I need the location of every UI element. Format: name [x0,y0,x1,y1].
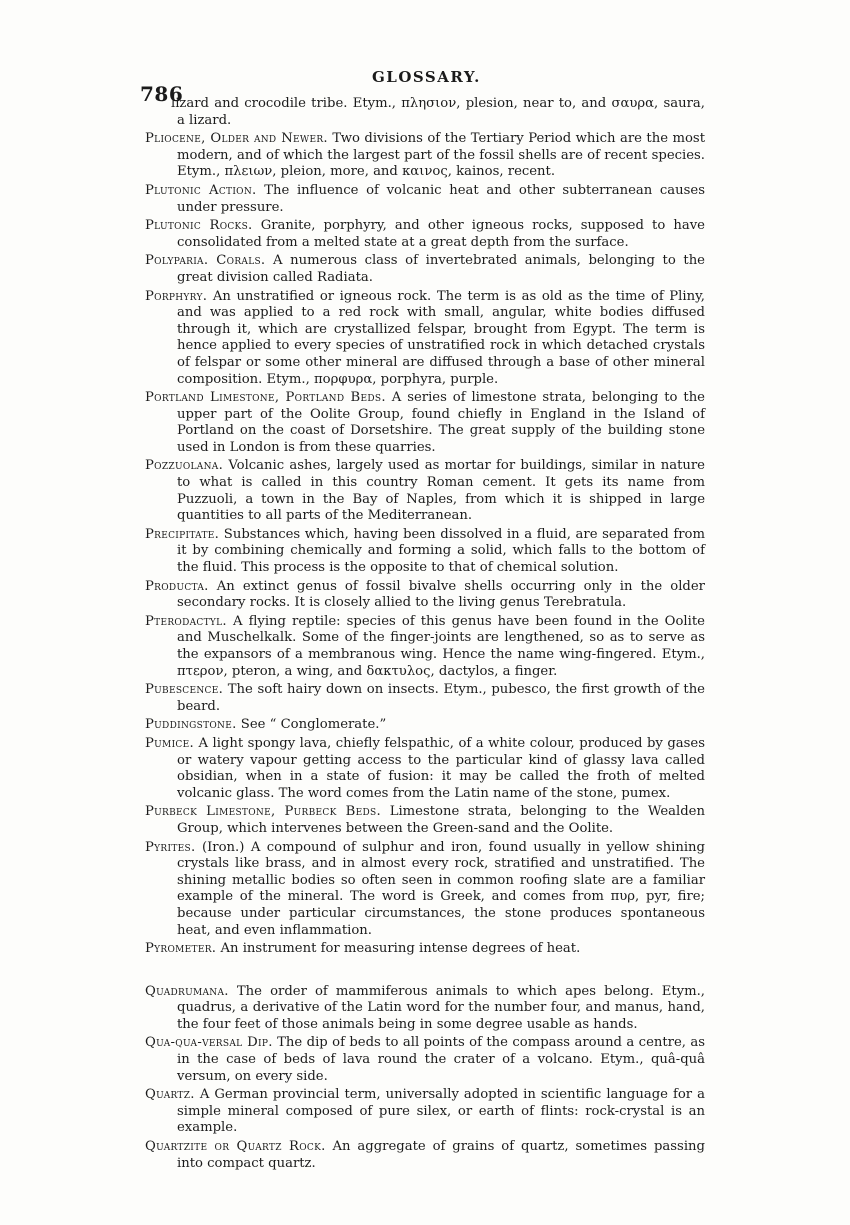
entry-term: Porphyry. [145,288,208,304]
entry-term: Pyrometer. [145,941,217,957]
entry-term: Quartzite or Quartz Rock. [145,1139,326,1155]
glossary-entry [145,682,705,715]
entry-term: Qua-qua-versal Dip. [145,1035,273,1051]
glossary-entry [145,289,705,389]
entry-term: Quartz. [145,1087,195,1103]
entry-definition: The influence of volcanic heat and other subterranean causes under pressure. [177,182,706,215]
glossary-entry [145,527,705,577]
glossary-entry [145,736,705,802]
entry-term: Purbeck Limestone, Purbeck Beds. [145,804,381,820]
glossary-entry [145,1139,705,1172]
entry-term: Pterodactyl. [145,613,227,629]
glossary-entry [145,1035,705,1085]
entry-term: Pumice. [145,735,194,751]
page-number: 786 [140,82,184,106]
entry-definition: A flying reptile: species of this genus have been found in the Oolite and Muschelkalk. Some of the finger-joints are lengthened, so as to serve as the expansors of a membranous wing. Hence the name wing-fingered. Etym., πτερον, pteron, a wing, and δακτυλος, dactylos, a finger. [177,613,705,679]
glossary-entry [145,941,705,958]
entry-definition: A light spongy lava, chiefly felspathic, of a white colour, produced by gases or watery vapour getting access to the particular kind of glassy lava called obsidian, when in a state of fusion: it may be called the froth of melted volcanic glass. The word comes from the Latin name of the stone, pumex. [177,735,705,801]
entry-definition: See “ Conglomerate.” [240,717,387,733]
entry-definition: A German provincial term, universally adopted in scientific language for a simple mineral composed of pure silex, or earth of flints: rock-crystal is an example. [177,1087,705,1136]
glossary-entry [145,458,705,524]
entry-definition: Two divisions of the Tertiary Period which are the most modern, and of which the largest part of the fossil shells are of recent species. Etym., πλειων, pleion, more, and καινος, kainos, recent. [177,131,705,180]
glossary-entry [145,614,705,680]
entry-definition: An extinct genus of fossil bivalve shells occurring only in the older secondary rocks. It is closely allied to the living genus Terebratula. [177,578,705,611]
glossary-entry [145,390,705,456]
glossary-entry [145,804,705,837]
entry-definition: A numerous class of invertebrated animals, belonging to the great division called Radiata. [177,253,705,285]
entry-term: Precipitate. [145,526,220,542]
section-gap [145,960,705,984]
entry-term: Plutonic Rocks. [145,218,253,234]
glossary-entry [145,253,705,286]
entry-term: Plutonic Action. [145,182,257,198]
entry-definition: An unstratified or igneous rock. The term is as old as the time of Pliny, and was applied to a red rock with small, angular, white bodies diffused through it, which are crystallized felspar, brought from Egypt. The term is hence applied to every species of unstratified rock in which detached crystals of felspar or some other mineral are diffused through a base of other mineral composition. Etym., πορφυρα, porphyra, purple. [177,288,705,387]
glossary-entry [145,131,705,181]
running-head: GLOSSARY. [372,68,481,86]
entry-term: Pubescence. [145,682,224,698]
glossary-entry [145,183,705,216]
entry-term: Quadrumana. [145,983,229,999]
glossary-entries [145,96,705,1174]
entry-term: Puddingstone. [145,717,237,733]
entry-term: Pozzuolana. [145,458,224,474]
entry-term: Portland Limestone, Portland Beds. [145,390,386,406]
entry-term: Pyrites. [145,839,196,855]
glossary-entry [145,717,705,734]
entry-definition: The order of mammiferous animals to which apes belong. Etym., quadrus, a derivative of the Latin word for the number four, and manus, hand, the four feet of those animals being in some degree usable as hands. [177,983,705,1032]
entry-term: Polyparia. Corals. [145,253,266,269]
entry-definition: Granite, porphyry, and other igneous rocks, supposed to have consolidated from a melted state at a great depth from the surface. [177,218,705,250]
entry-definition: Limestone strata, belonging to the Wealden Group, which intervenes between the Green-sand and the Oolite. [177,804,705,836]
entry-definition: (Iron.) A compound of sulphur and iron, found usually in yellow shining crystals like brass, and in almost every rock, stratified and unstratified. The shining metallic bodies so often seen in common roofing slate are a familiar example of the mineral. The word is Greek, and comes from πυρ, pyr, fire; because under particular circumstances, the stone produces spontaneous heat, and even inflammation. [177,839,705,938]
entry-term: Producta. [145,578,209,594]
entry-definition: Volcanic ashes, largely used as mortar for buildings, similar in nature to what is called in this country Roman cement. It gets its name from Puzzuoli, a town in the Bay of Naples, from which it is shipped in large quantities to all parts of the Mediterranean. [177,458,705,524]
entry-definition: An instrument for measuring intense degrees of heat. [220,941,581,957]
entry-definition: An aggregate of grains of quartz, sometimes passing into compact quartz. [177,1139,705,1171]
glossary-entry [145,1087,705,1137]
glossary-entry: lizard and crocodile tribe. Etym., πλησιον, plesion, near to, and σαυρα, saura, a lizard. [171,96,705,128]
glossary-entry [145,218,705,251]
entry-term: Pliocene, Older and Newer. [145,131,328,147]
entry-definition: The dip of beds to all points of the compass around a centre, as in the case of beds of lava round the crater of a volcano. Etym., quâ-quâ versum, on every side. [177,1035,706,1084]
glossary-entry [145,840,705,940]
entry-definition: The soft hairy down on insects. Etym., pubesco, the first growth of the beard. [177,682,705,714]
glossary-entry [145,579,705,612]
entry-definition: A series of limestone strata, belonging to the upper part of the Oolite Group, found chiefly in England in the Island of Portland on the coast of Dorsetshire. The great supply of the building stone used in London is from these quarries. [177,390,705,455]
entry-definition: Substances which, having been dissolved in a fluid, are separated from it by combining chemically and forming a solid, which falls to the bottom of the fluid. This process is the opposite to that of chemical solution. [177,526,705,576]
glossary-entry [145,984,705,1034]
